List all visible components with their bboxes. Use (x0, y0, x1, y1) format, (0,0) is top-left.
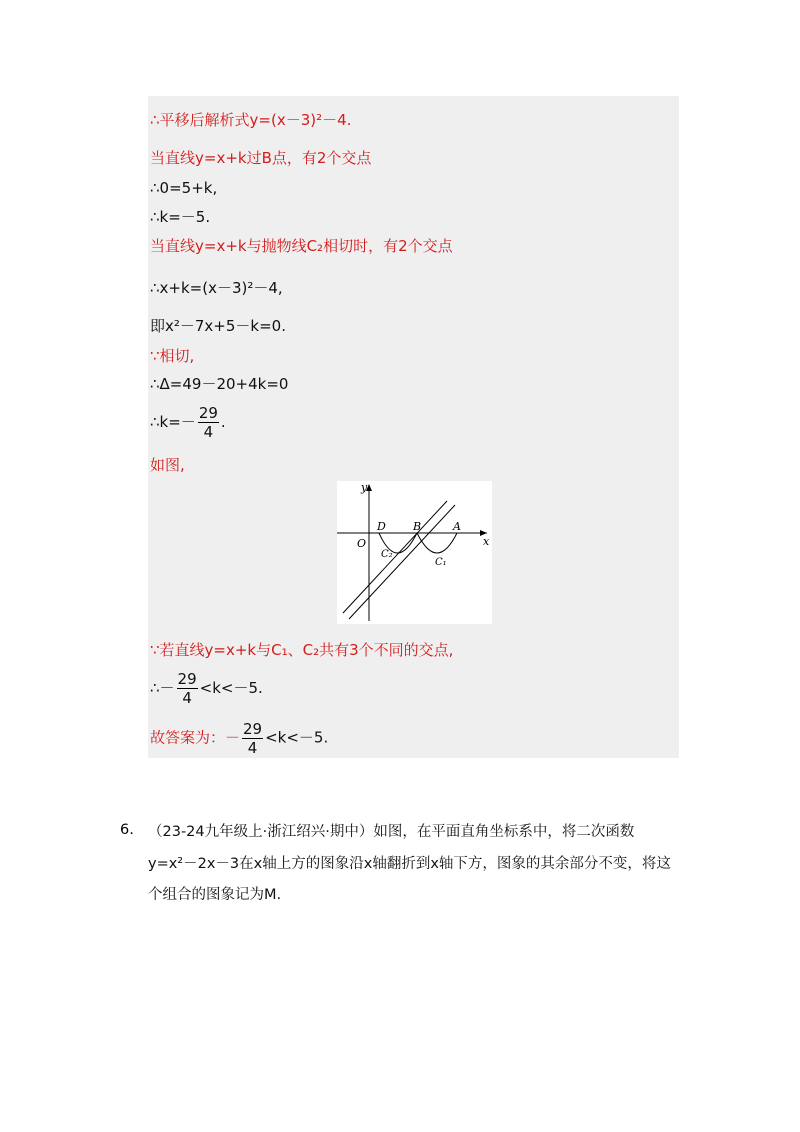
problem-line-3: 个组合的图象记为M. (148, 887, 282, 903)
problem-line-2: y=x²－2x－3在x轴上方的图象沿x轴翻折到x轴下方，图象的其余部分不变，将这 (148, 856, 671, 872)
graph-svg (337, 481, 492, 624)
label-d: D (377, 520, 386, 533)
solution-line-5: 当直线y=x+k与抛物线C₂相切时，有2个交点 (150, 237, 453, 255)
label-b: B (413, 520, 422, 533)
solution-line-8: ∵相切, (150, 347, 195, 365)
line10-suffix: . (220, 413, 226, 431)
solution-line-6: ∴x+k=(x－3)²－4, (150, 279, 283, 297)
solution-line-11: 如图, (150, 456, 185, 474)
fraction-29-4 (198, 404, 219, 441)
fraction-denominator: 4 (203, 423, 214, 441)
solution-line-9: ∴Δ=49－20+4k=0 (150, 375, 289, 393)
label-c1: C₁ (435, 557, 447, 568)
problem-number: 6. (120, 822, 134, 838)
label-c2: C₂ (381, 549, 393, 560)
label-x: x (483, 535, 490, 548)
solution-line-10 (150, 404, 226, 441)
fraction-denominator: 4 (247, 739, 258, 757)
graph-figure (337, 481, 492, 624)
fraction-numerator: 29 (198, 404, 218, 422)
solution-line-12: ∵若直线y=x+k与C₁、C₂共有3个不同的交点, (150, 641, 454, 659)
answer-label: 故答案为：－ (150, 728, 241, 747)
fraction-numerator: 29 (177, 670, 197, 688)
line13-prefix: ∴－ (150, 679, 175, 697)
fraction-numerator: 29 (243, 720, 263, 738)
label-origin: O (357, 537, 367, 550)
solution-line-13 (150, 670, 263, 707)
problem-line-1: （23-24九年级上·浙江绍兴·期中）如图，在平面直角坐标系中，将二次函数 (148, 824, 635, 840)
fraction-denominator: 4 (182, 689, 192, 707)
solution-line-3: ∴0=5+k, (150, 179, 218, 197)
fraction-29-4 (177, 670, 198, 707)
label-a: A (453, 520, 461, 533)
parabola-c1 (417, 533, 457, 553)
solution-line-4: ∴k=－5. (150, 208, 211, 226)
solution-line-14 (150, 720, 328, 757)
line10-prefix: ∴k=－ (150, 413, 196, 431)
line14-suffix: <k<－5. (265, 728, 329, 747)
label-y: y (361, 481, 368, 494)
fraction-29-4 (242, 720, 263, 757)
solution-line-7: 即x²－7x+5－k=0. (150, 317, 286, 335)
tangent-line (343, 501, 447, 613)
solution-line-2: 当直线y=x+k过B点，有2个交点 (150, 149, 372, 167)
line13-suffix: <k<－5. (199, 679, 263, 697)
solution-line-1: ∴平移后解析式y=(x－3)²－4. (150, 111, 352, 129)
